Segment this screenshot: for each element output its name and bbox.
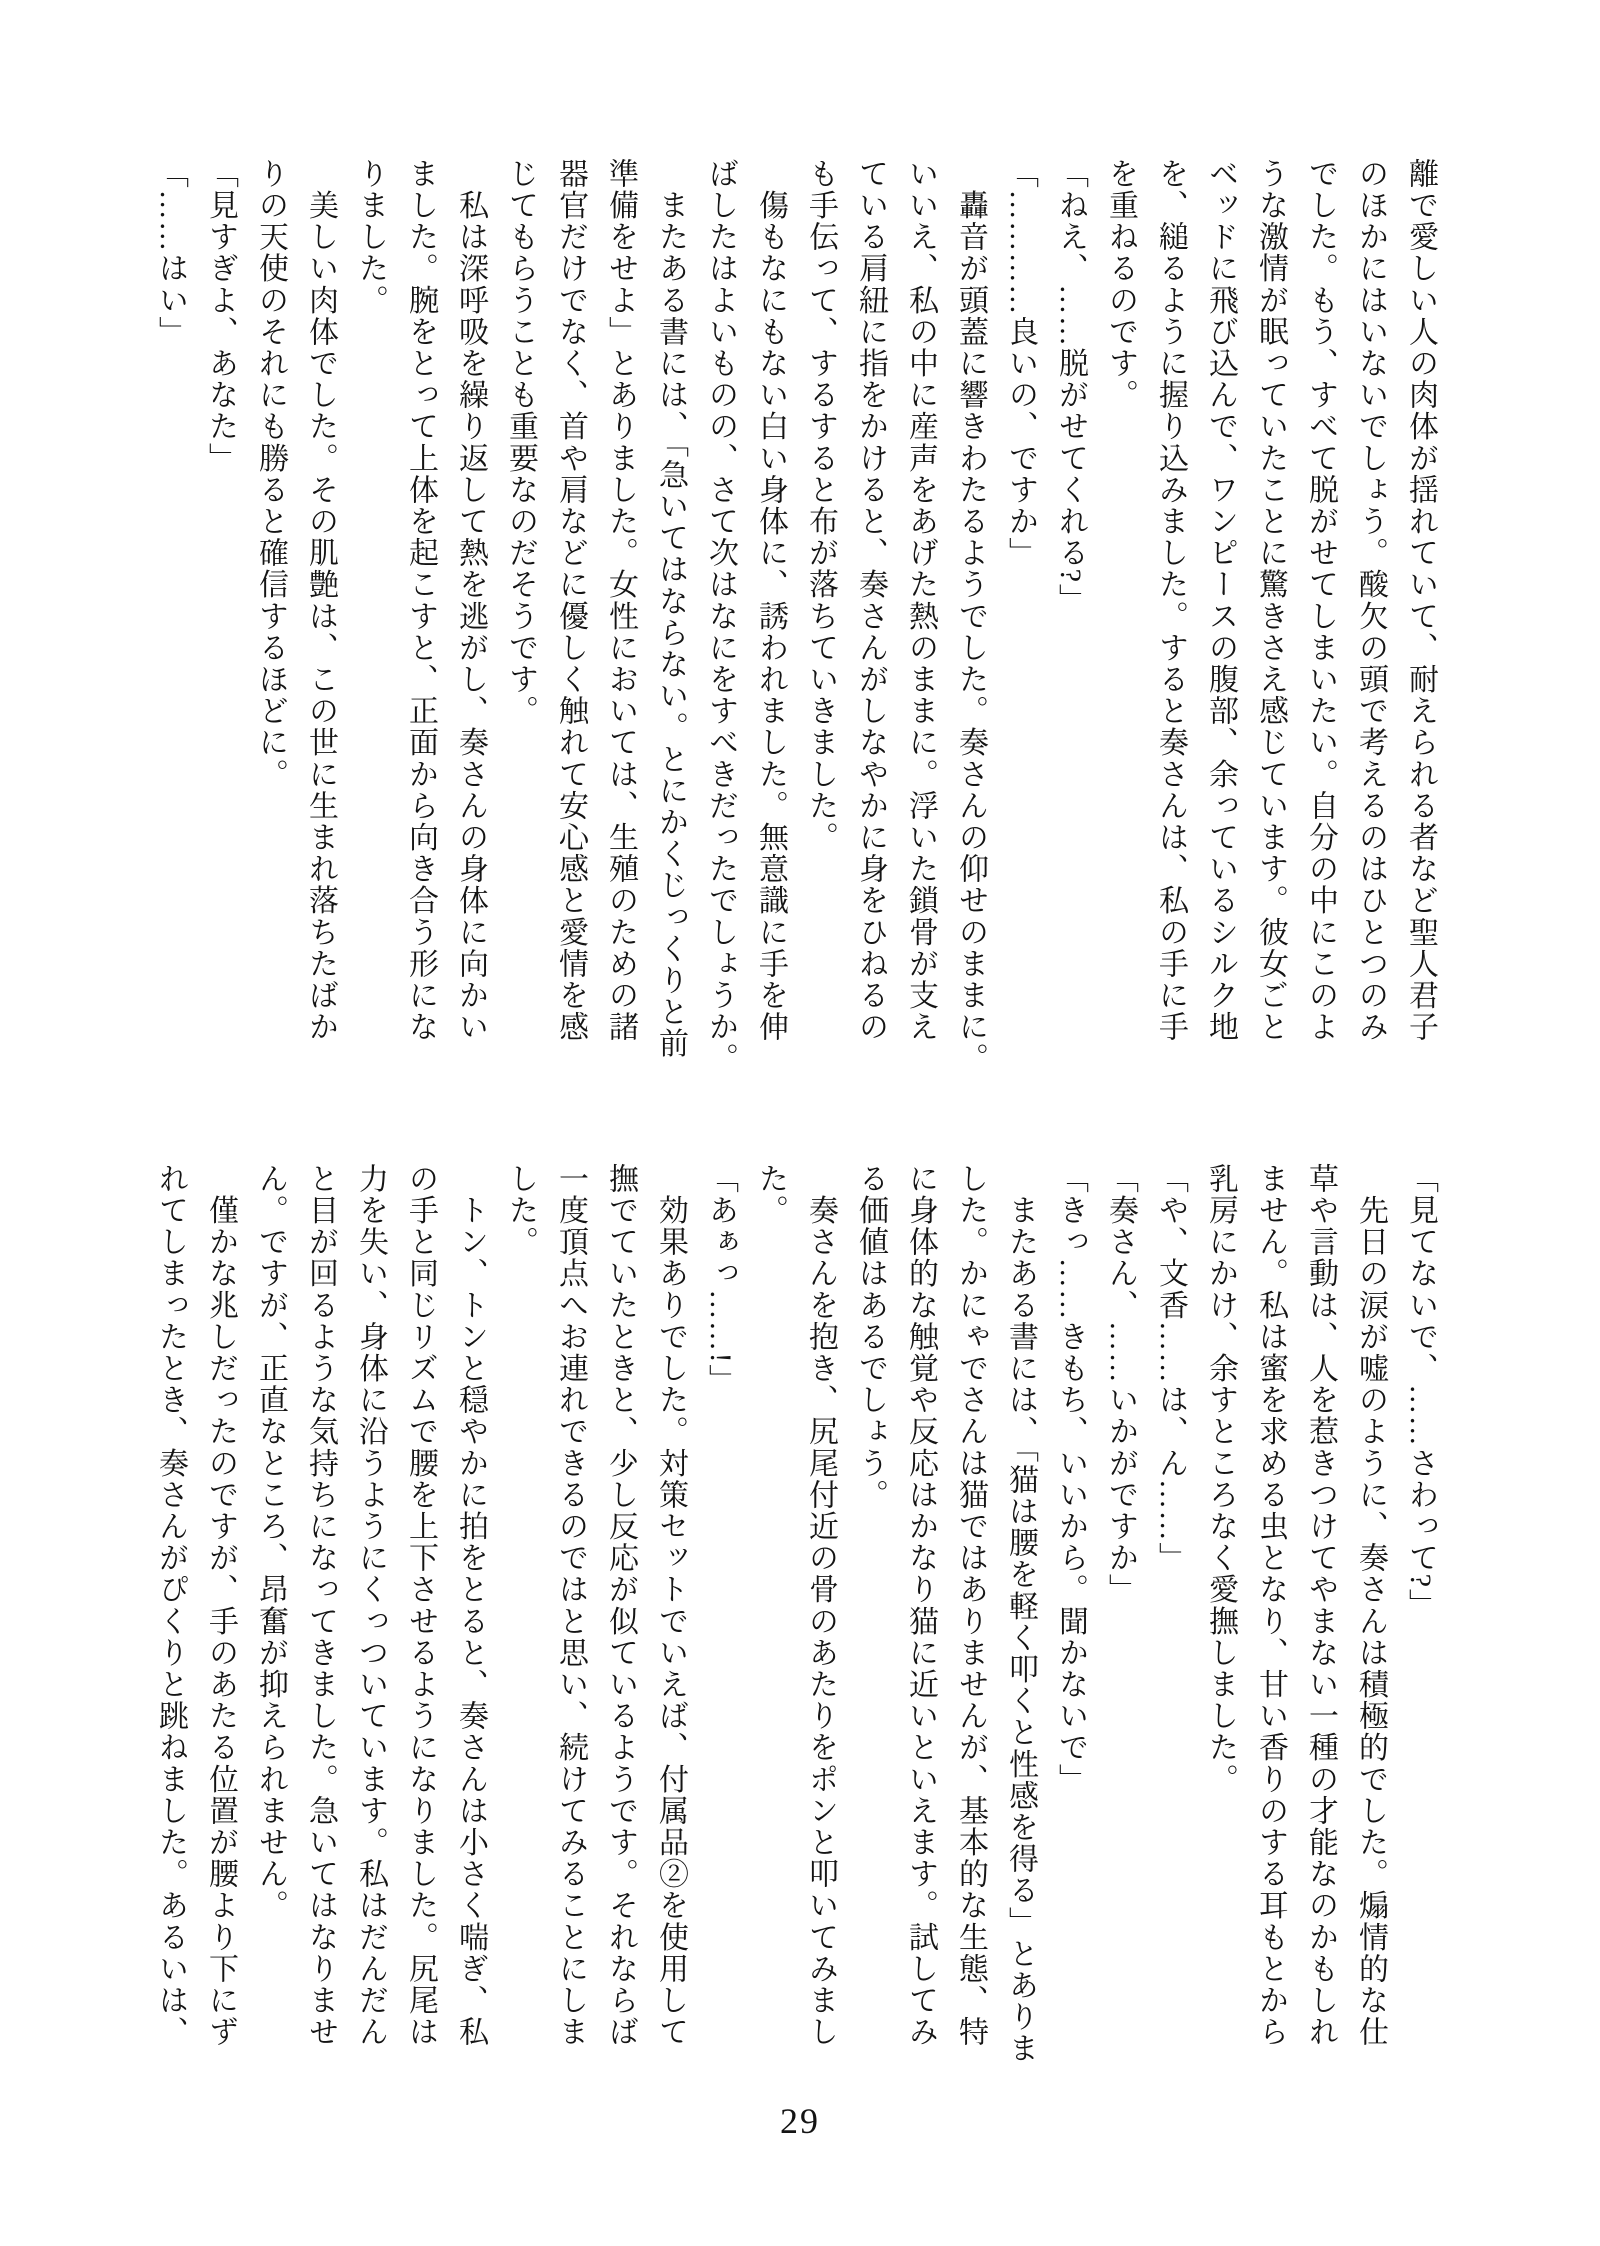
text-line: ている肩紐に指をかけると、奏さんがしなやかに身をひねるの (854, 158, 887, 1043)
text-line: 「きっ……きもち、いいから。聞かないで」 (1054, 1163, 1087, 1795)
text-line: 「…………良いの、ですか」 (1004, 158, 1037, 569)
text-line: またある書には、「猫は腰を軽く叩くと性感を得る」とありま (1004, 1163, 1037, 2065)
text-line: ベッドに飛び込んで、ワンピースの腹部、余っているシルク地 (1204, 158, 1237, 1043)
text-line: トン、トンと穏やかに拍をとると、奏さんは小さく喘ぎ、私 (454, 1163, 487, 2048)
text-line: でした。もう、すべて脱がせてしまいたい。自分の中にこのよ (1304, 158, 1337, 1043)
text-line: 草や言動は、人を惹きつけてやまない一種の才能なのかもしれ (1304, 1163, 1337, 2048)
text-block-top (145, 158, 1445, 1078)
page-number: 29 (780, 2101, 820, 2141)
text-line: た。 (754, 1163, 787, 1227)
text-line: と目が回るような気持ちになってきました。急いてはなりませ (304, 1163, 337, 2048)
text-line: いいえ、私の中に産声をあげた熱のままに。浮いた鎖骨が支え (904, 158, 937, 1043)
text-line: 「ねえ、……脱がせてくれる?」 (1054, 158, 1087, 616)
text-line: 「あぁっ……!」 (704, 1163, 737, 1396)
text-line: 私は深呼吸を繰り返して熱を逃がし、奏さんの身体に向かい (454, 158, 487, 1043)
text-line: を重ねるのです。 (1104, 158, 1137, 411)
text-line: うな激情が眠っていたことに驚きさえ感じています。彼女ごと (1254, 158, 1287, 1043)
text-line: した。 (504, 1163, 537, 1258)
text-line: 美しい肉体でした。その肌艶は、この世に生まれ落ちたばか (304, 158, 337, 1043)
text-line: 傷もなにもない白い身体に、誘われました。無意識に手を伸 (754, 158, 787, 1043)
text-line: 準備をせよ」とありました。女性においては、生殖のための諸 (604, 158, 637, 1043)
text-line: ました。腕をとって上体を起こすと、正面から向き合う形にな (404, 158, 437, 1043)
text-line: 「や、文香……は、ん……」 (1154, 1163, 1187, 1574)
text-line: のほかにはいないでしょう。酸欠の頭で考えるのはひとつのみ (1354, 158, 1387, 1043)
text-line: る価値はあるでしょう。 (854, 1163, 887, 1511)
text-line: ん。ですが、正直なところ、昂奮が抑えられません。 (254, 1163, 287, 1922)
text-line: ばしたはよいものの、さて次はなにをすべきだったでしょうか。 (704, 158, 737, 1075)
text-line: 「見すぎよ、あなた」 (204, 158, 237, 474)
text-line: 「奏さん、……いかがですか」 (1104, 1163, 1137, 1606)
text-line: 轟音が頭蓋に響きわたるようでした。奏さんの仰せのままに。 (954, 158, 987, 1075)
text-line: 器官だけでなく、首や肩などに優しく触れて安心感と愛情を感 (554, 158, 587, 1043)
text-line: 「……はい」 (154, 158, 187, 348)
text-line: りの天使のそれにも勝ると確信するほどに。 (254, 158, 287, 790)
text-block-bottom (145, 1163, 1445, 2083)
text-line: 効果ありでした。対策セットでいえば、付属品②を使用して (654, 1163, 687, 2048)
text-line: も手伝って、するすると布が落ちていきました。 (804, 158, 837, 854)
text-line: じてもらうことも重要なのだそうです。 (504, 158, 537, 727)
text-line: を、縋るように握り込みました。すると奏さんは、私の手に手 (1154, 158, 1187, 1043)
text-line: の手と同じリズムで腰を上下させるようになりました。尻尾は (404, 1163, 437, 2048)
text-line: した。かにゃでさんは猫ではありませんが、基本的な生態、特 (954, 1163, 987, 2048)
text-line: 先日の涙が嘘のように、奏さんは積極的でした。煽情的な仕 (1354, 1163, 1387, 2048)
text-line: 奏さんを抱き、尻尾付近の骨のあたりをポンと叩いてみまし (804, 1163, 837, 2048)
text-line: れてしまったとき、奏さんがぴくりと跳ねました。あるいは、 (154, 1163, 187, 2048)
text-line: 「見てないで、……さわって?」 (1404, 1163, 1437, 1621)
text-line: 僅かな兆しだったのですが、手のあたる位置が腰より下にず (204, 1163, 237, 2048)
text-line: 乳房にかけ、余すところなく愛撫しました。 (1204, 1163, 1237, 1795)
text-line: 一度頂点へお連れできるのではと思い、続けてみることにしま (554, 1163, 587, 2048)
text-line: りました。 (354, 158, 387, 316)
text-line: 離で愛しい人の肉体が揺れていて、耐えられる者など聖人君子 (1404, 158, 1437, 1043)
text-line: またある書には、「急いてはならない。とにかくじっくりと前 (654, 158, 687, 1060)
text-line: ません。私は蜜を求める虫となり、甘い香りのする耳もとから (1254, 1163, 1287, 2048)
text-line: 撫でていたときと、少し反応が似ているようです。それならば (604, 1163, 637, 2048)
text-line: に身体的な触覚や反応はかなり猫に近いといえます。試してみ (904, 1163, 937, 2048)
text-line: 力を失い、身体に沿うようにくっついています。私はだんだん (354, 1163, 387, 2048)
